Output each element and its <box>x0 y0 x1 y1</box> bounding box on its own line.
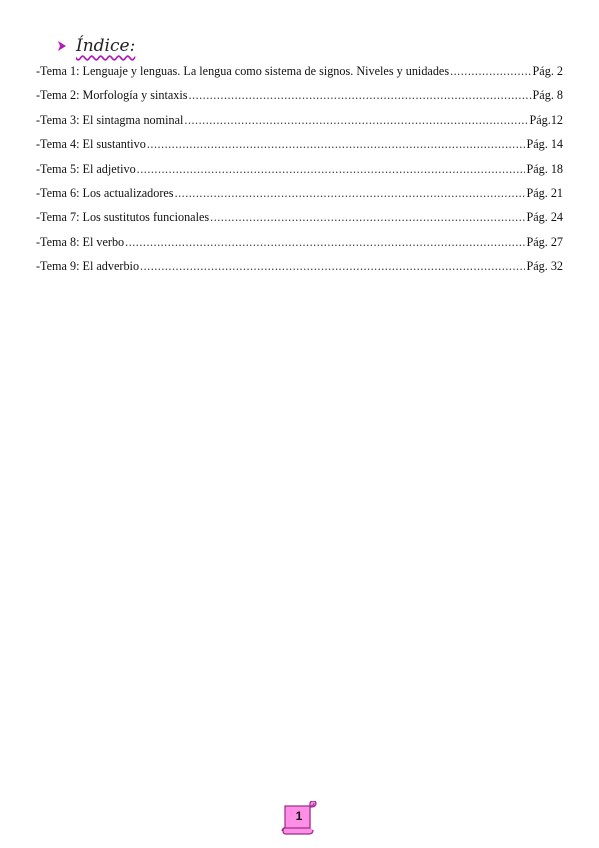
toc-entry-page: Pág. 8 <box>532 88 563 103</box>
dot-leader <box>137 162 526 177</box>
toc-entry[interactable] <box>36 186 563 210</box>
arrow-right-icon <box>56 40 68 52</box>
toc-entry-page: Pág. 2 <box>532 64 563 78</box>
dot-leader <box>175 186 526 201</box>
dot-leader <box>188 88 531 103</box>
toc-entry[interactable] <box>36 113 563 137</box>
table-of-contents <box>36 64 563 284</box>
toc-entry-label: -Tema 6: Los actualizadores <box>36 185 174 200</box>
dot-leader <box>210 210 525 225</box>
toc-entry[interactable] <box>36 64 563 88</box>
toc-entry[interactable] <box>36 88 563 112</box>
toc-entry[interactable] <box>36 137 563 161</box>
toc-entry-page: Pág. 14 <box>526 137 563 152</box>
page-number: 1 <box>295 809 303 823</box>
index-heading <box>56 36 135 56</box>
toc-entry-label: -Tema 5: El adjetivo <box>36 161 136 176</box>
dot-leader <box>125 235 525 250</box>
toc-entry-page: Pág. 32 <box>526 259 563 274</box>
toc-entry-page: Pág. 18 <box>526 161 563 176</box>
toc-entry-page: Pág.12 <box>529 112 563 127</box>
dot-leader <box>140 259 525 274</box>
toc-entry-label: -Tema 7: Los sustitutos funcionales <box>36 210 210 225</box>
toc-entry-label: -Tema 1: Lenguaje y lenguas. La lengua como sistema de signos. Niveles y unidades <box>36 64 450 78</box>
dot-leader <box>147 137 526 152</box>
toc-entry-label: -Tema 8: El verbo <box>36 234 125 249</box>
index-title: Índice: <box>76 36 136 56</box>
toc-entry-label: -Tema 4: El sustantivo <box>36 137 146 152</box>
toc-entry-label: -Tema 3: El sintagma nominal <box>36 112 184 127</box>
toc-entry-label: -Tema 9: El adverbio <box>36 259 140 274</box>
dot-leader <box>450 64 531 79</box>
toc-entry[interactable] <box>36 259 563 283</box>
page-number-badge <box>281 801 319 835</box>
toc-entry[interactable] <box>36 210 563 234</box>
toc-entry-page: Pág. 27 <box>526 234 563 249</box>
toc-entry-page: Pág. 21 <box>526 185 563 200</box>
toc-entry[interactable] <box>36 235 563 259</box>
dot-leader <box>184 113 528 128</box>
toc-entry-page: Pág. 24 <box>526 210 563 225</box>
toc-entry-label: -Tema 2: Morfología y sintaxis <box>36 88 188 103</box>
toc-entry[interactable] <box>36 162 563 186</box>
